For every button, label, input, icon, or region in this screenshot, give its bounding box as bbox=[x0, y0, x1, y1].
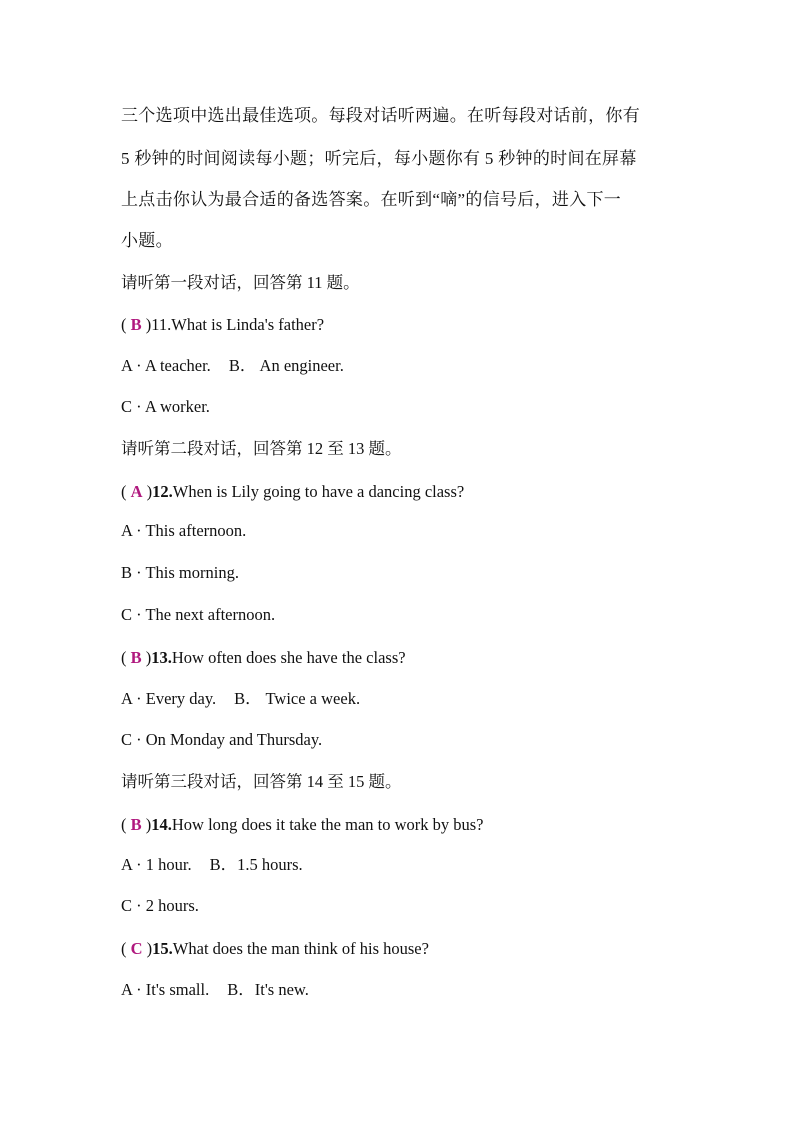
option-13-a: A · Every day. bbox=[121, 689, 217, 708]
question-text-11: What is Linda's father? bbox=[171, 315, 325, 334]
option-15-a: A · It's small. bbox=[121, 980, 210, 999]
question-number-15: 15. bbox=[152, 939, 173, 958]
option-12-c: C · The next afternoon. bbox=[121, 605, 276, 624]
options-row-15 bbox=[121, 979, 684, 1001]
question-number-14: 14. bbox=[151, 815, 172, 834]
section-prompt-1: 请听第一段对话，回答第 11 题。 bbox=[121, 273, 360, 292]
option-14-a: A · 1 hour. bbox=[121, 855, 192, 874]
option-15-b: B．It's new. bbox=[227, 980, 309, 999]
option-11-b: B． An engineer. bbox=[228, 356, 344, 375]
answer-13: B bbox=[130, 648, 142, 667]
answer-12: A bbox=[130, 482, 143, 501]
intro-line-3: 上点击你认为最合适的备选答案。在听到“嘀”的信号后，进入下一 bbox=[121, 190, 622, 209]
options-row-14 bbox=[121, 854, 684, 876]
intro-line-2: 5 秒钟的时间阅读每小题；听完后，每小题你有 5 秒钟的时间在屏幕 bbox=[121, 149, 637, 168]
section-prompt-3: 请听第三段对话，回答第 14 至 15 题。 bbox=[121, 772, 402, 791]
question-text-15: What does the man think of his house? bbox=[172, 939, 429, 958]
option-11-c: C · A worker. bbox=[121, 397, 210, 416]
intro-line-1: 三个选项中选出最佳选项。每段对话听两遍。在听每段对话前，你有 bbox=[121, 106, 640, 125]
question-text-13: How often does she have the class? bbox=[171, 648, 406, 667]
option-13-c: C · On Monday and Thursday. bbox=[121, 730, 323, 749]
option-14-c: C · 2 hours. bbox=[121, 896, 199, 915]
question-13: ( B )13.How often does she have the class? bbox=[121, 648, 406, 667]
option-12-a: A · This afternoon. bbox=[121, 521, 247, 540]
question-number-12: 12. bbox=[152, 482, 173, 501]
intro-line-4: 小题。 bbox=[121, 231, 173, 250]
question-number-13: 13. bbox=[151, 648, 172, 667]
answer-15: C bbox=[130, 939, 143, 958]
question-text-14: How long does it take the man to work by bus? bbox=[171, 815, 484, 834]
answer-11: B bbox=[130, 315, 142, 334]
option-13-b: B． Twice a week. bbox=[234, 689, 361, 708]
options-row-13 bbox=[121, 688, 684, 710]
question-15: ( C )15.What does the man think of his house? bbox=[121, 939, 429, 958]
answer-14: B bbox=[130, 815, 142, 834]
options-row-11 bbox=[121, 355, 684, 377]
option-12-b: B · This morning. bbox=[121, 563, 239, 582]
option-14-b: B．1.5 hours. bbox=[209, 855, 303, 874]
option-11-a: A · A teacher. bbox=[121, 356, 211, 375]
question-text-12: When is Lily going to have a dancing class? bbox=[172, 482, 465, 501]
question-11: ( B )11.What is Linda's father? bbox=[121, 315, 325, 334]
question-14: ( B )14.How long does it take the man to work by bus? bbox=[121, 815, 484, 834]
question-number-11: 11. bbox=[151, 315, 172, 334]
section-prompt-2: 请听第二段对话，回答第 12 至 13 题。 bbox=[121, 439, 402, 458]
question-12: ( A )12.When is Lily going to have a dancing class? bbox=[121, 482, 465, 501]
